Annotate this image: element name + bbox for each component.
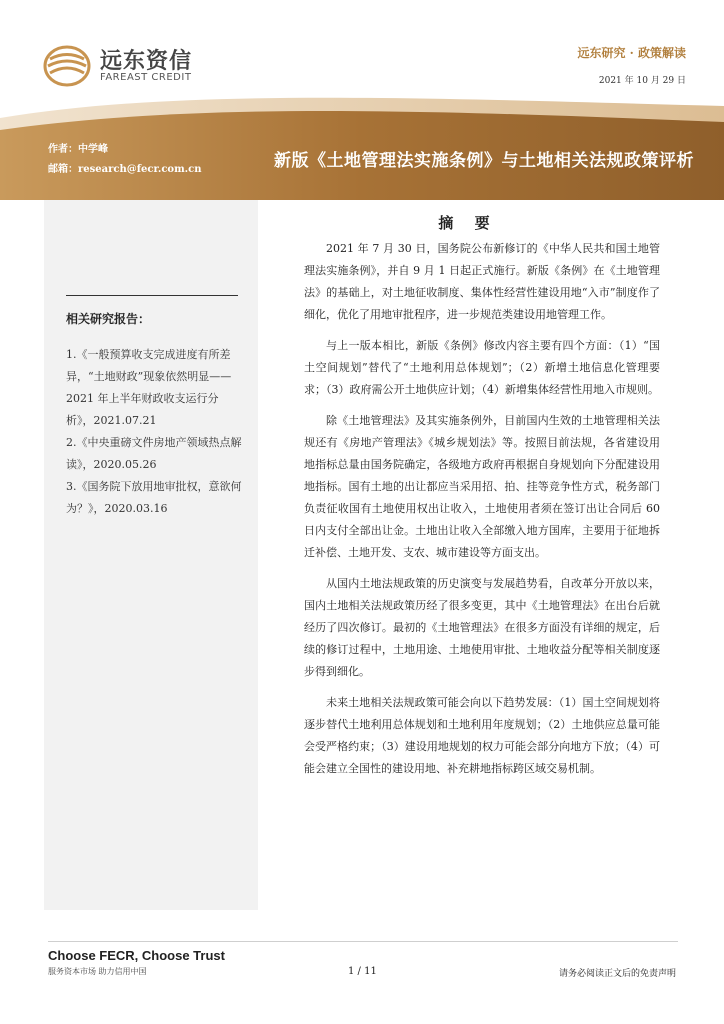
summary-body [304,238,660,789]
logo-english-name: FAREAST CREDIT [100,72,192,83]
author-email: 邮箱：research@fecr.com.cn [48,164,202,175]
page-number: 1 / 11 [348,966,377,977]
series-label: 远东研究 · 政策解读 [577,46,686,60]
publish-date: 2021 年 10 月 29 日 [598,76,686,86]
summary-heading: 摘 要 [438,214,498,232]
summary-paragraph: 从国内土地法规政策的历史演变与发展趋势看，自改革分开放以来，国内土地相关法规政策历经了很多变更，其中《土地管理法》在出台后就经历了四次修订。最初的《土地管理法》在很多方面没有详细的规定，后续的修订过程中，土地用途、土地使用审批、土地收益分配等相关制度逐步得到细化。 [304,577,660,678]
related-reports-heading: 相关研究报告： [66,312,151,326]
sidebar [44,200,258,910]
logo-chinese-name: 远东资信 [100,49,193,74]
summary-paragraph: 未来土地相关法规政策可能会向以下趋势发展：（1）国土空间规划将逐步替代土地利用总体规划和土地利用年度规划；（2）土地供应总量可能会受严格约束；（3）建设用地规划的权力可能会部分向地方下放；（4）可能会建立全国性的建设用地、补充耕地指标跨区域交易机制。 [304,696,660,775]
report-item[interactable]: 1.《一般预算收支完成进度有所差异，“土地财政”现象依然明显——2021 年上半年财政收支运行分析》，2021.07.21 [66,348,232,427]
footer-slogan: Choose FECR, Choose Trust [48,948,225,963]
disclaimer-note: 请务必阅读正文后的免责声明 [558,969,676,979]
related-reports-list [66,344,244,520]
footer-subslogan: 服务资本市场 助力信用中国 [48,967,147,976]
summary-paragraph: 2021 年 7 月 30 日，国务院公布新修订的《中华人民共和国土地管理法实施条例》，并自 9 月 1 日起正式施行。新版《条例》在《土地管理法》的基础上，对土地征收制度、集体性经营性建设用地“入市”制度作了细化，优化了用地审批程序，进一步规范类建设用地管理工作。 [304,242,660,321]
sidebar-divider [66,295,238,296]
footer-divider [48,941,678,942]
report-title: 新版《土地管理法实施条例》与土地相关法规政策评析 [274,151,694,171]
logo-mark-icon [42,44,92,88]
report-item[interactable]: 2.《中央重磅文件房地产领域热点解读》，2020.05.26 [66,436,242,471]
summary-paragraph: 与上一版本相比，新版《条例》修改内容主要有四个方面：（1）“国土空间规划”替代了“土地利用总体规划”；（2）新增土地信息化管理要求；（3）政府需公开土地供应计划；（4）新增集体经营性用地入市规则。 [304,339,660,396]
author-name: 作者：中学峰 [48,144,108,155]
company-logo [42,44,282,88]
report-item[interactable]: 3.《国务院下放用地审批权，意欲何为？》，2020.03.16 [66,480,242,515]
summary-paragraph: 除《土地管理法》及其实施条例外，目前国内生效的土地管理相关法规还有《房地产管理法》《城乡规划法》等。按照目前法规，各省建设用地指标总量由国务院确定，各级地方政府再根据自身规划向下分配建设用地指标。国有土地的出让都应当采用招、拍、挂等竞争性方式，税务部门负责征收国有土地使用权出让收入，土地使用者须在签订出让合同后 60 日内支付全部出让金。土地出让收入全部缴入地方国库，主要用于征地拆迁补偿、土地开发、支农、城市建设等方面支出。 [304,414,660,559]
author-info [48,140,202,180]
